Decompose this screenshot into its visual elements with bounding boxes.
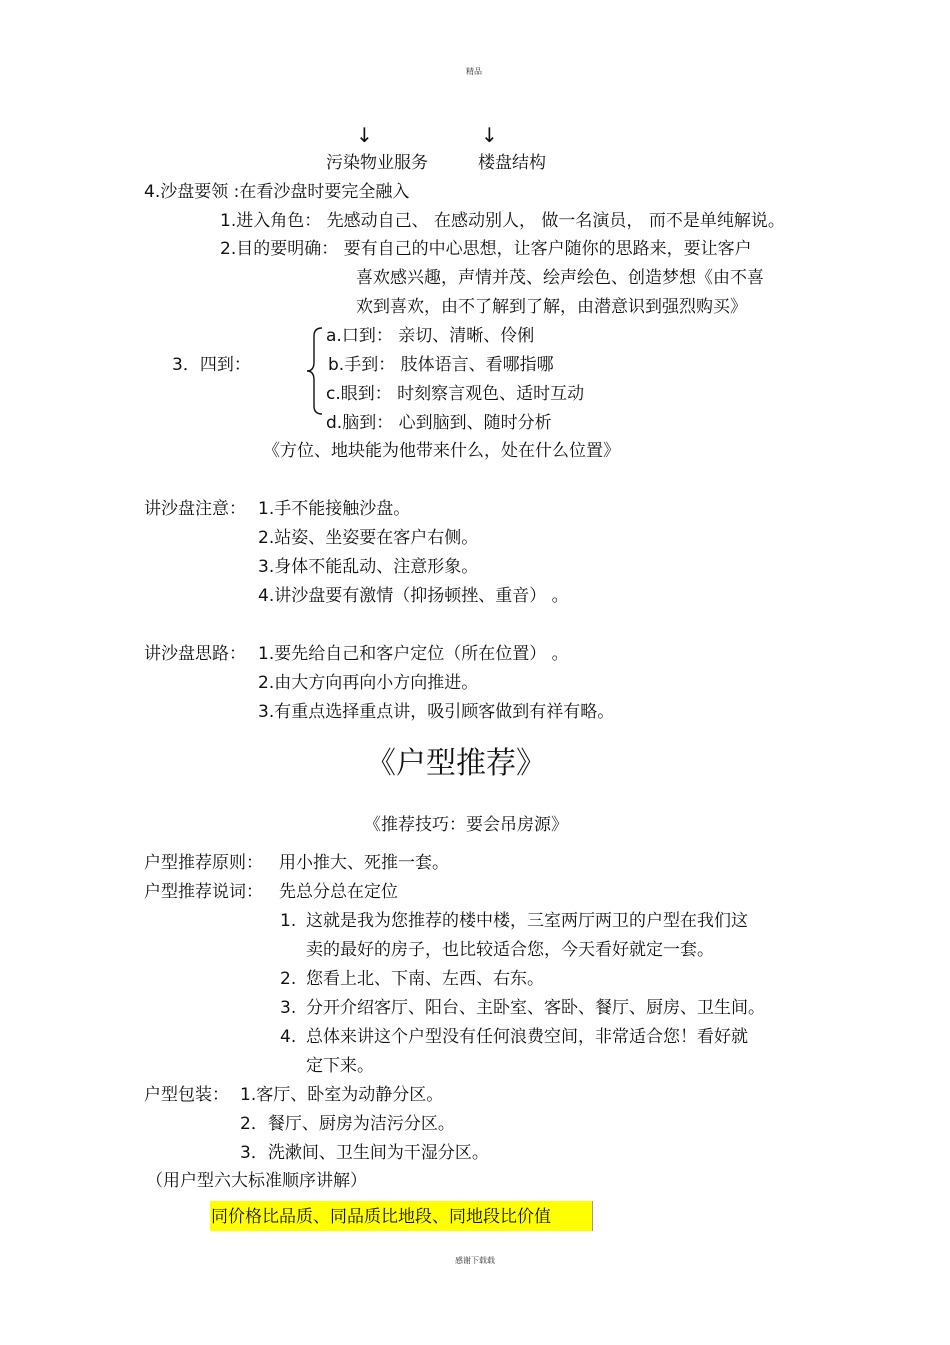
approach-item: 2.由大方向再向小方向推进。 [258, 673, 479, 693]
sandtable-item: 2.目的要明确： 要有自己的中心思想，让客户随你的思路来，要让客户 [220, 239, 752, 259]
script-item-number: 2. [280, 969, 297, 989]
script-item-text: 卖的最好的房子，也比较适合您，今天看好就定一套。 [306, 940, 714, 960]
section-subtitle: 《推荐技巧：要会吊房源》 [364, 815, 568, 835]
section-title: 《户型推荐》 [366, 746, 546, 781]
page-header: 精品 [466, 67, 482, 76]
script-value: 先总分总在定位 [279, 882, 398, 902]
packaging-label: 户型包装： [144, 1085, 229, 1105]
script-item-text: 定下来。 [306, 1056, 374, 1076]
attention-item: 4.讲沙盘要有激情（抑扬顿挫、重音） 。 [258, 586, 569, 606]
closing-note: （用户型六大标准顺序讲解） [146, 1171, 367, 1191]
script-item-number: 3. [280, 998, 297, 1018]
approach-item: 1.要先给自己和客户定位（所在位置） 。 [258, 644, 569, 664]
attention-item: 3.身体不能乱动、注意形象。 [258, 557, 479, 577]
packaging-item: 1.客厅、卧室为动静分区。 [240, 1085, 444, 1105]
approach-label: 讲沙盘思路： [144, 644, 246, 664]
four-points-item: a.口到： 亲切、清晰、伶俐 [326, 326, 535, 346]
sandtable-note: 《方位、地块能为他带来什么，处在什么位置》 [263, 441, 620, 461]
four-points-label: 3．四到： [172, 355, 251, 375]
attention-item: 1.手不能接触沙盘。 [258, 499, 411, 519]
script-item-text: 您看上北、下南、左西、右东。 [306, 969, 544, 989]
highlight-edge [592, 1201, 593, 1231]
sandtable-heading: 4.沙盘要领 :在看沙盘时要完全融入 [144, 182, 410, 202]
script-label: 户型推荐说词： [144, 882, 263, 902]
curly-brace-icon [306, 326, 324, 416]
script-item-text: 总体来讲这个户型没有任何浪费空间，非常适合您！看好就 [306, 1027, 748, 1047]
down-arrow-icon: ↓ [481, 123, 498, 147]
down-arrow-icon: ↓ [356, 123, 373, 147]
page-footer: 感谢下载载 [455, 1256, 495, 1265]
sandtable-item-cont: 欢到喜欢，由不了解到了解，由潜意识到强烈购买》 [356, 297, 747, 317]
script-item-number: 1. [280, 911, 297, 931]
sandtable-item: 1.进入角色： 先感动自己、 在感动别人， 做一名演员， 而不是单纯解说。 [220, 211, 785, 231]
branch-label: 楼盘结构 [478, 153, 546, 173]
principle-value: 用小推大、死推一套。 [279, 853, 449, 873]
packaging-item: 2．餐厅、厨房为洁污分区。 [240, 1114, 455, 1134]
branch-label: 污染物业服务 [326, 153, 428, 173]
script-item-text: 这就是我为您推荐的楼中楼，三室两厅两卫的户型在我们这 [306, 911, 748, 931]
principle-label: 户型推荐原则： [144, 853, 263, 873]
packaging-item: 3．洗漱间、卫生间为干湿分区。 [240, 1143, 489, 1163]
four-points-item: c.眼到： 时刻察言观色、适时互动 [326, 384, 585, 404]
attention-item: 2.站姿、坐姿要在客户右侧。 [258, 528, 479, 548]
highlight-text: 同价格比品质、同品质比地段、同地段比价值 [211, 1207, 551, 1227]
four-points-item: b.手到： 肢体语言、看哪指哪 [328, 355, 554, 375]
attention-label: 讲沙盘注意： [144, 499, 246, 519]
four-points-item: d.脑到： 心到脑到、随时分析 [326, 413, 552, 433]
script-item-text: 分开介绍客厅、阳台、主卧室、客卧、餐厅、厨房、卫生间。 [306, 998, 765, 1018]
script-item-number: 4. [280, 1027, 297, 1047]
approach-item: 3.有重点选择重点讲，吸引顾客做到有祥有略。 [258, 702, 615, 722]
sandtable-item-cont: 喜欢感兴趣，声情并茂、绘声绘色、创造梦想《由不喜 [356, 268, 764, 288]
